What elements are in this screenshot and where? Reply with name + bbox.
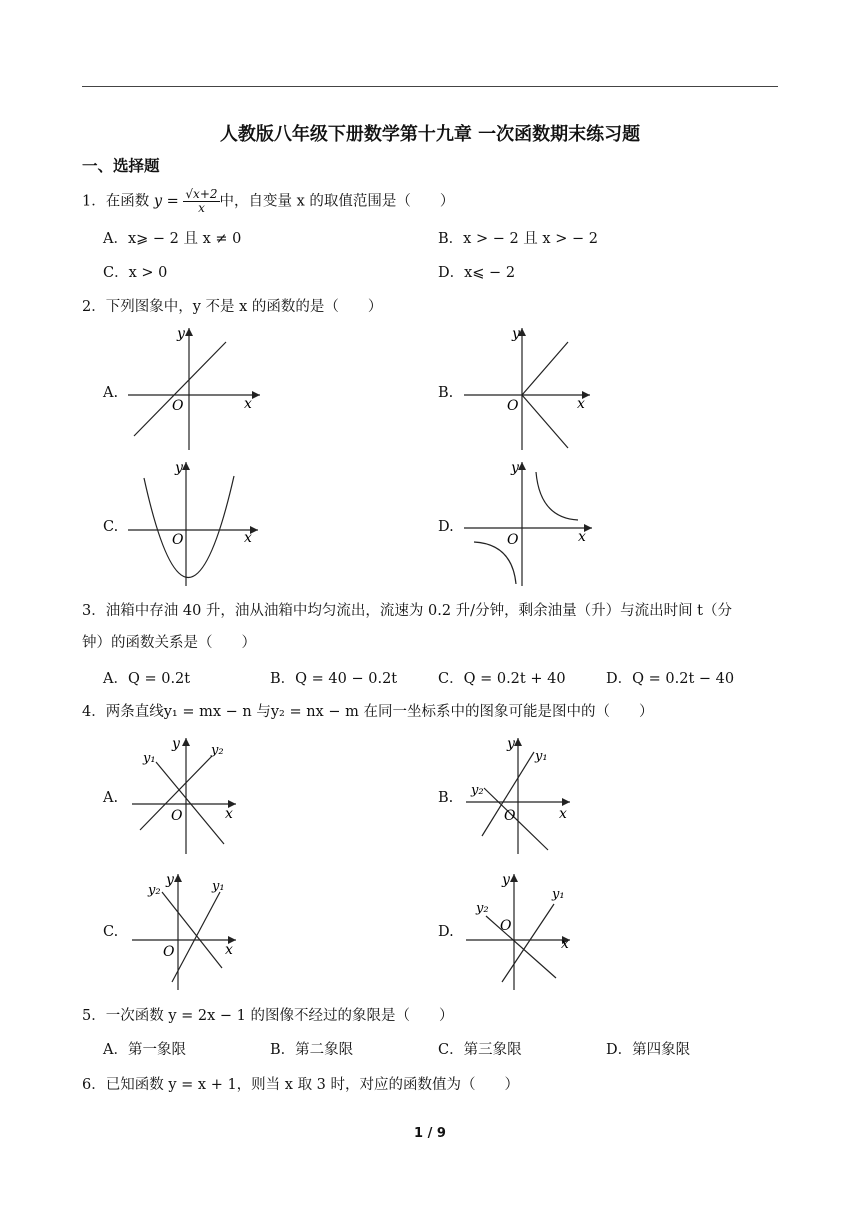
question-text-rest: 中，自变量 x 的取值范围是（ ） (219, 193, 455, 210)
formula-lhs: y = (153, 193, 179, 210)
option-b[interactable]: B. (438, 790, 454, 806)
question-6 (82, 1074, 519, 1096)
question-text: 一次函数 y = 2x − 1 的图像不经过的象限是（ ） (105, 1008, 454, 1024)
question-number: 5． (82, 1008, 106, 1024)
origin-label: O (504, 808, 516, 824)
option-a[interactable]: A．第一象限 (103, 1042, 186, 1058)
y2-label: y₂ (471, 783, 484, 798)
fraction (183, 188, 219, 215)
question-number: 2． (82, 299, 106, 315)
origin-label: O (507, 398, 519, 414)
x-axis-label: x (244, 530, 252, 546)
question-2 (82, 296, 382, 318)
question-number: 3． (82, 603, 106, 619)
x-axis-label: x (578, 529, 586, 545)
option-b[interactable]: B. (438, 385, 454, 401)
question-number: 6． (82, 1077, 106, 1093)
y1-label: y₁ (212, 879, 225, 894)
x-axis-label: x (244, 396, 252, 412)
question-1 (82, 188, 454, 215)
y-axis-label: y (511, 460, 519, 476)
fraction-denominator: x (198, 201, 205, 215)
question-text: 油箱中存油 40 升，油从油箱中均匀流出，流速为 0.2 升/分钟，剩余油量（升）与流出时间 t（分 (105, 603, 732, 619)
graph-parabola-c (124, 458, 264, 588)
question-number: 4． (82, 704, 106, 720)
graph-hyperbola-d (460, 458, 600, 588)
origin-label: O (172, 532, 184, 548)
question-3-continued: 钟）的函数关系是（ ） (82, 635, 256, 651)
origin-label: O (163, 944, 175, 960)
option-d[interactable]: D．Q = 0.2t − 40 (606, 671, 735, 687)
origin-label: O (507, 532, 519, 548)
option-d[interactable]: D．第四象限 (606, 1042, 691, 1058)
origin-label: O (171, 808, 183, 824)
option-a[interactable]: A. (103, 385, 119, 401)
x-axis-label: x (559, 806, 567, 822)
option-d[interactable]: D．x⩽ − 2 (438, 265, 516, 281)
question-text: 在函数 (105, 193, 150, 210)
y-axis-label: y (502, 872, 510, 888)
y2-label: y₂ (211, 743, 224, 758)
graph-two-lines-b (462, 732, 578, 856)
question-text: 已知函数 y = x + 1，则当 x 取 3 时，对应的函数值为（ ） (105, 1077, 520, 1093)
question-number: 1． (82, 193, 106, 210)
x-axis-label: x (561, 936, 569, 952)
graph-two-lines-d (462, 868, 578, 992)
option-b[interactable]: B．第二象限 (270, 1042, 354, 1058)
y2-label: y₂ (476, 901, 489, 916)
y2-label: y₂ (148, 883, 161, 898)
page-number: 1 / 9 (414, 1126, 446, 1141)
y1-label: y₁ (552, 887, 565, 902)
x-axis-label: x (577, 396, 585, 412)
question-5 (82, 1005, 454, 1027)
y-axis-label: y (177, 326, 185, 342)
section-heading: 一、选择题 (82, 157, 160, 175)
y-axis-label: y (507, 736, 515, 752)
option-c[interactable]: C. (103, 519, 119, 535)
question-text: 两条直线y₁ = mx − n 与y₂ = nx − m 在同一坐标系中的图象可能是图中的（ ） (105, 704, 654, 720)
option-c[interactable]: C．Q = 0.2t + 40 (438, 671, 566, 687)
option-d[interactable]: D. (438, 924, 454, 940)
origin-label: O (172, 398, 184, 414)
graph-two-lines-a (128, 732, 244, 856)
option-c[interactable]: C. (103, 924, 119, 940)
origin-label: O (500, 918, 512, 934)
y-axis-label: y (175, 460, 183, 476)
y1-label: y₁ (143, 751, 156, 766)
fraction-numerator: √x+2 (185, 187, 218, 201)
graph-two-lines-c (128, 868, 244, 992)
y-axis-label: y (172, 736, 180, 752)
option-d[interactable]: D. (438, 519, 454, 535)
y-axis-label: y (166, 872, 174, 888)
x-axis-label: x (225, 806, 233, 822)
y1-label: y₁ (535, 749, 548, 764)
option-a[interactable]: A．Q = 0.2t (103, 671, 191, 687)
option-a[interactable]: A．x⩾ − 2 且 x ≠ 0 (103, 231, 242, 247)
question-3 (82, 600, 732, 622)
option-b[interactable]: B．x > − 2 且 x > − 2 (438, 231, 598, 247)
header-rule (82, 86, 778, 87)
option-c[interactable]: C．x > 0 (103, 265, 168, 281)
page-title: 人教版八年级下册数学第十九章 一次函数期末练习题 (219, 124, 641, 145)
question-text: 下列图象中，y 不是 x 的函数的是（ ） (105, 299, 383, 315)
option-a[interactable]: A. (103, 790, 119, 806)
graph-line-a (124, 324, 264, 452)
y-axis-label: y (512, 326, 520, 342)
graph-line-b (460, 324, 600, 452)
x-axis-label: x (225, 942, 233, 958)
option-b[interactable]: B．Q = 40 − 0.2t (270, 671, 398, 687)
question-4 (82, 701, 653, 723)
option-c[interactable]: C．第三象限 (438, 1042, 522, 1058)
